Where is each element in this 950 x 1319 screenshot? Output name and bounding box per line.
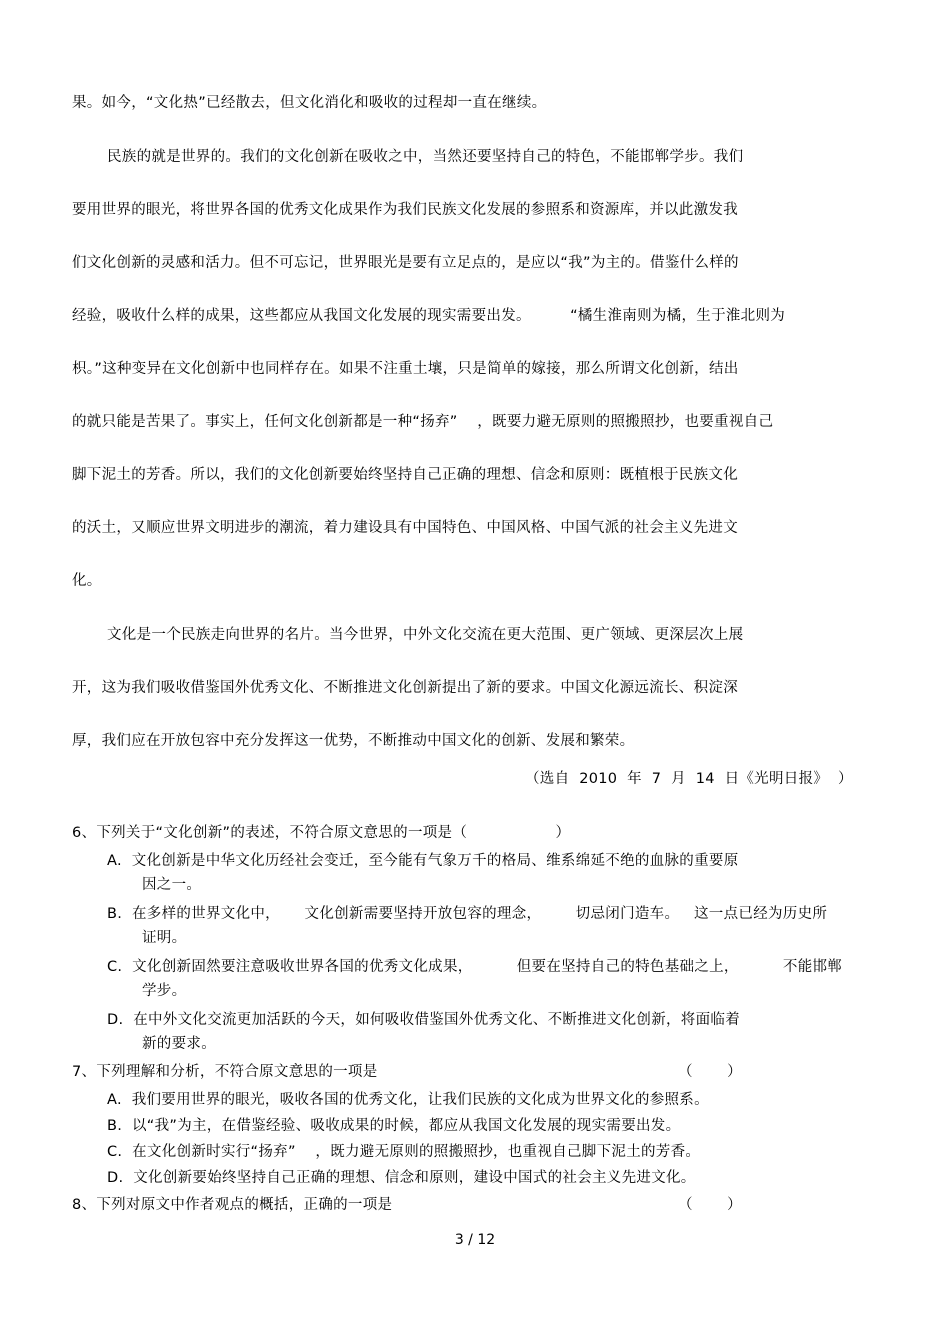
question-6-option-b-cont: 证明。: [142, 930, 187, 946]
passage-line-2: 民族的就是世界的。我们的文化创新在吸收之中，当然还要坚持自己的特色，不能邯郸学步。我们: [107, 149, 744, 165]
question-6-option-a: A. 文化创新是中华文化历经社会变迁，至今能有气象万千的格局、维系绵延不绝的血脉的重要原: [107, 853, 739, 869]
question-7-option-b: B. 以“我”为主，在借鉴经验、吸收成果的时候，都应从我国文化发展的现实需要出发。: [107, 1118, 681, 1134]
source-citation: （选自 2010 年 7 月 14 日《光明日报》 ）: [525, 771, 853, 787]
question-6-option-d: D. 在中外文化交流更加活跃的今天，如何吸收借鉴国外优秀文化、不断推进文化创新，将面临着: [107, 1012, 740, 1028]
passage-line-12: 开，这为我们吸收借鉴国外优秀文化、不断推进文化创新提出了新的要求。中国文化源远流长、积淀深: [72, 680, 738, 696]
question-6-stem: 6、下列关于“文化创新”的表述，不符合原文意思的一项是（ ）: [72, 825, 571, 841]
passage-line-10: 化。: [72, 573, 102, 589]
passage-line-5: 经验，吸收什么样的成果，这些都应从我国文化发展的现实需要出发。 “橘生淮南则为橘，生于淮北则为: [72, 308, 786, 324]
question-6-option-b: B. 在多样的世界文化中， 文化创新需要坚持开放包容的理念， 切忌闭门造车。 这一点已经为历史所: [107, 906, 828, 922]
question-7-answer-paren: （ ）: [678, 1064, 742, 1080]
question-6-option-c-cont: 学步。: [142, 983, 187, 999]
question-8-stem: 8、下列对原文中作者观点的概括，正确的一项是: [72, 1197, 393, 1213]
passage-line-6: 枳。”这种变异在文化创新中也同样存在。如果不注重土壤，只是简单的嫁接，那么所谓文化创新，结出: [72, 361, 739, 377]
passage-line-7: 的就只能是苦果了。事实上，任何文化创新都是一种“扬弃” ，既要力避无原则的照搬照抄，也要重视自己: [72, 414, 774, 430]
passage-line-13: 厚，我们应在开放包容中充分发挥这一优势，不断推动中国文化的创新、发展和繁荣。: [72, 733, 635, 749]
question-8-answer-paren: （ ）: [678, 1197, 742, 1213]
passage-line-8: 脚下泥土的芳香。所以，我们的文化创新要始终坚持自己正确的理想、信念和原则：既植根于民族文化: [72, 467, 738, 483]
page-number: 3 / 12: [454, 1232, 496, 1248]
question-7-option-c: C. 在文化创新时实行“扬弃” ，既力避无原则的照搬照抄，也重视自己脚下泥土的芳香。: [107, 1144, 701, 1160]
question-7-option-d: D. 文化创新要始终坚持自己正确的理想、信念和原则，建设中国式的社会主义先进文化。: [107, 1170, 696, 1186]
question-6-option-d-cont: 新的要求。: [142, 1036, 216, 1052]
question-6-option-c: C. 文化创新固然要注意吸收世界各国的优秀文化成果， 但要在坚持自己的特色基础之上， 不能邯郸: [107, 959, 843, 975]
passage-line-11: 文化是一个民族走向世界的名片。当今世界，中外文化交流在更大范围、更广领域、更深层次上展: [107, 627, 744, 643]
passage-line-4: 们文化创新的灵感和活力。但不可忘记，世界眼光是要有立足点的，是应以“我”为主的。借鉴什么样的: [72, 255, 739, 271]
question-6-option-a-cont: 因之一。: [142, 877, 202, 893]
passage-line-1: 果。如今，“文化热”已经散去，但文化消化和吸收的过程却一直在继续。: [72, 95, 547, 111]
passage-line-9: 的沃土，又顺应世界文明进步的潮流，着力建设具有中国特色、中国风格、中国气派的社会主义先进文: [72, 520, 738, 536]
question-7-stem: 7、下列理解和分析，不符合原文意思的一项是: [72, 1064, 378, 1080]
passage-line-3: 要用世界的眼光，将世界各国的优秀文化成果作为我们民族文化发展的参照系和资源库，并以此激发我: [72, 202, 738, 218]
question-7-option-a: A. 我们要用世界的眼光，吸收各国的优秀文化，让我们民族的文化成为世界文化的参照系。: [107, 1092, 709, 1108]
